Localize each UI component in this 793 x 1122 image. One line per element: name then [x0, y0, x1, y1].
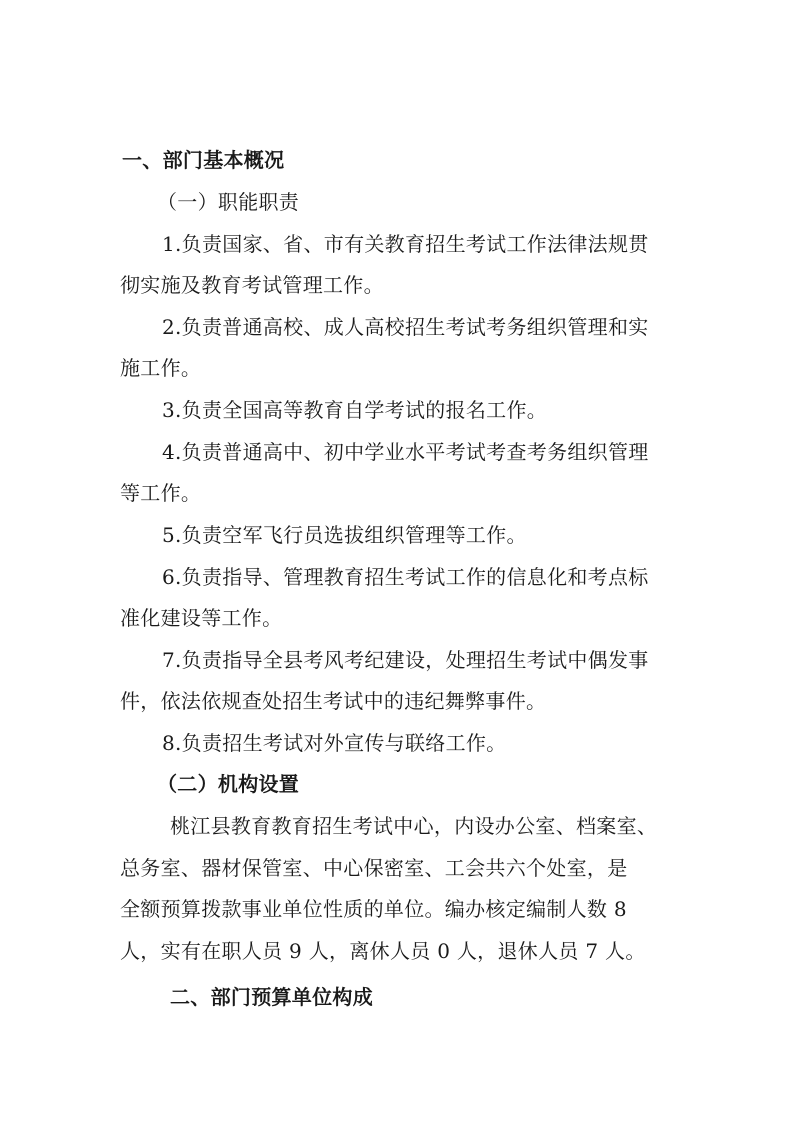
duty-line-8: 8.负责招生考试对外宣传与联络工作。 [162, 731, 507, 755]
section-heading-budget-units: 二、部门预算单位构成 [170, 985, 373, 1009]
structure-line-2: 总务室、器材保管室、中心保密室、工会共六个处室，是 [120, 856, 628, 880]
duty-line-1a: 1.负责国家、省、市有关教育招生考试工作法律法规贯 [162, 232, 649, 256]
duty-line-2b: 施工作。 [120, 356, 202, 380]
subsection-title-structure: （二）机构设置 [157, 772, 300, 796]
structure-line-4: 人，实有在职人员 9 人，离休人员 0 人，退休人员 7 人。 [120, 939, 646, 963]
duty-line-6b: 准化建设等工作。 [120, 606, 283, 630]
duty-line-4a: 4.负责普通高中、初中学业水平考试考查考务组织管理 [162, 440, 649, 464]
subsection-title-duties: （一）职能职责 [157, 190, 300, 214]
structure-line-1: 桃江县教育教育招生考试中心，内设办公室、档案室、 [170, 814, 658, 838]
duty-line-1b: 彻实施及教育考试管理工作。 [120, 273, 384, 297]
structure-line-3: 全额预算拨款事业单位性质的单位。编办核定编制人数 8 [120, 897, 627, 921]
duty-line-5: 5.负责空军飞行员选拔组织管理等工作。 [162, 523, 527, 547]
duty-line-3: 3.负责全国高等教育自学考试的报名工作。 [162, 398, 548, 422]
duty-line-7a: 7.负责指导全县考风考纪建设，处理招生考试中偶发事 [162, 648, 649, 672]
duty-line-6a: 6.负责指导、管理教育招生考试工作的信息化和考点标 [162, 565, 649, 589]
duty-line-4b: 等工作。 [120, 481, 202, 505]
section-heading-overview: 一、部门基本概况 [122, 148, 285, 172]
duty-line-2a: 2.负责普通高校、成人高校招生考试考务组织管理和实 [162, 315, 649, 339]
duty-line-7b: 件，依法依规查处招生考试中的违纪舞弊事件。 [120, 689, 547, 713]
